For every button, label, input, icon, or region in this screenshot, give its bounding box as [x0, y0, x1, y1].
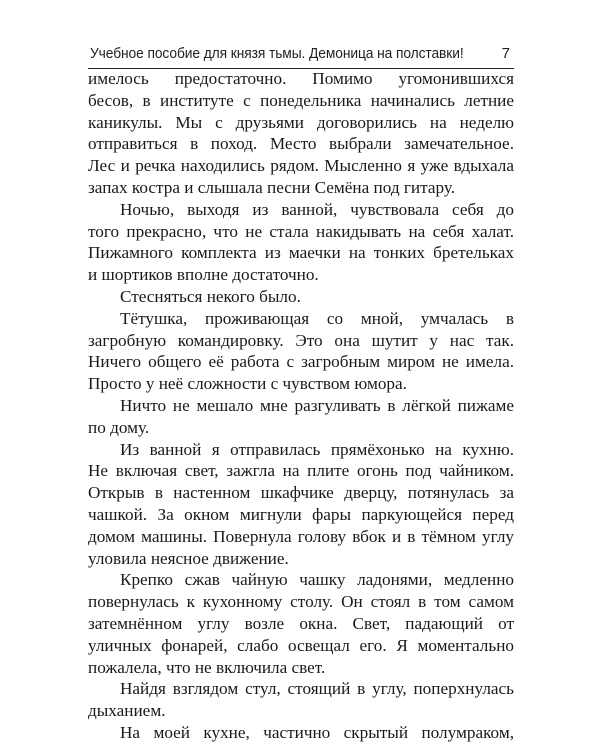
text-line: затемнённом углу возле окна. Свет, падающий от: [88, 613, 514, 633]
text-line: уловила неясное движение.: [88, 548, 289, 568]
text-line: дыханием.: [88, 701, 166, 721]
text-line: Пижамного комплекта из маечки на тонких бретельках: [88, 243, 514, 263]
text-line: бесов, в институте с понедельника начинались летние: [88, 90, 514, 110]
text-line: уличных фонарей, слабо освещал его. Я моментально: [88, 635, 514, 655]
text-line: пожалела, что не включила свет.: [88, 657, 326, 677]
text-line: Из ванной я отправилась прямёхонько на кухню.: [120, 439, 514, 459]
text-line: На моей кухне, частично скрытый полумраком,: [120, 722, 514, 742]
page-number: 7: [501, 45, 510, 62]
text-line: отправиться в поход. Место выбрали замечательное.: [88, 134, 514, 154]
text-line: и шортиков вполне достаточно.: [88, 265, 319, 285]
text-line: Просто у неё сложности с чувством юмора.: [88, 374, 407, 394]
text-line: каникулы. Мы с друзьями договорились на неделю: [88, 112, 514, 132]
text-line: Тётушка, проживающая со мной, умчалась в: [120, 308, 514, 328]
text-line: того прекрасно, что не стала накидывать на себя халат.: [88, 221, 514, 241]
text-line: повернулась к кухонному столу. Он стоял в том самом: [88, 592, 514, 612]
running-head: [88, 40, 514, 69]
text-line: по дому.: [88, 417, 150, 437]
text-line: Открыв в настенном шкафчике дверцу, потянулась за: [88, 483, 514, 503]
text-line: домом машины. Повернула голову вбок и в тёмном углу: [88, 526, 514, 546]
text-line: Ночью, выходя из ванной, чувствовала себя до: [120, 199, 514, 219]
text-line: загробную командировку. Это она шутит у нас так.: [88, 330, 514, 350]
text-line: Ничего общего её работа с загробным миром не имела.: [88, 352, 514, 372]
text-line: Не включая свет, зажгла на плите огонь под чайником.: [88, 461, 514, 481]
text-line: имелось предостаточно. Помимо угомонившихся: [88, 69, 514, 88]
text-line: Найдя взглядом стул, стоящий в углу, поперхнулась: [120, 679, 514, 699]
text-line: чашкой. За окном мигнули фары паркующейся перед: [88, 504, 514, 524]
running-head-title: Учебное пособие для князя тьмы. Демоница на полставки!: [90, 45, 464, 62]
text-line: Лес и речка находились рядом. Мысленно я уже вдыхала: [88, 156, 514, 176]
body-text: [88, 68, 514, 744]
text-line: Стесняться некого было.: [120, 286, 301, 306]
text-line: Крепко сжав чайную чашку ладонями, медленно: [120, 570, 514, 590]
text-line: Ничто не мешало мне разгуливать в лёгкой пижаме: [120, 395, 514, 415]
text-line: запах костра и слышала песни Семёна под гитару.: [88, 177, 456, 197]
